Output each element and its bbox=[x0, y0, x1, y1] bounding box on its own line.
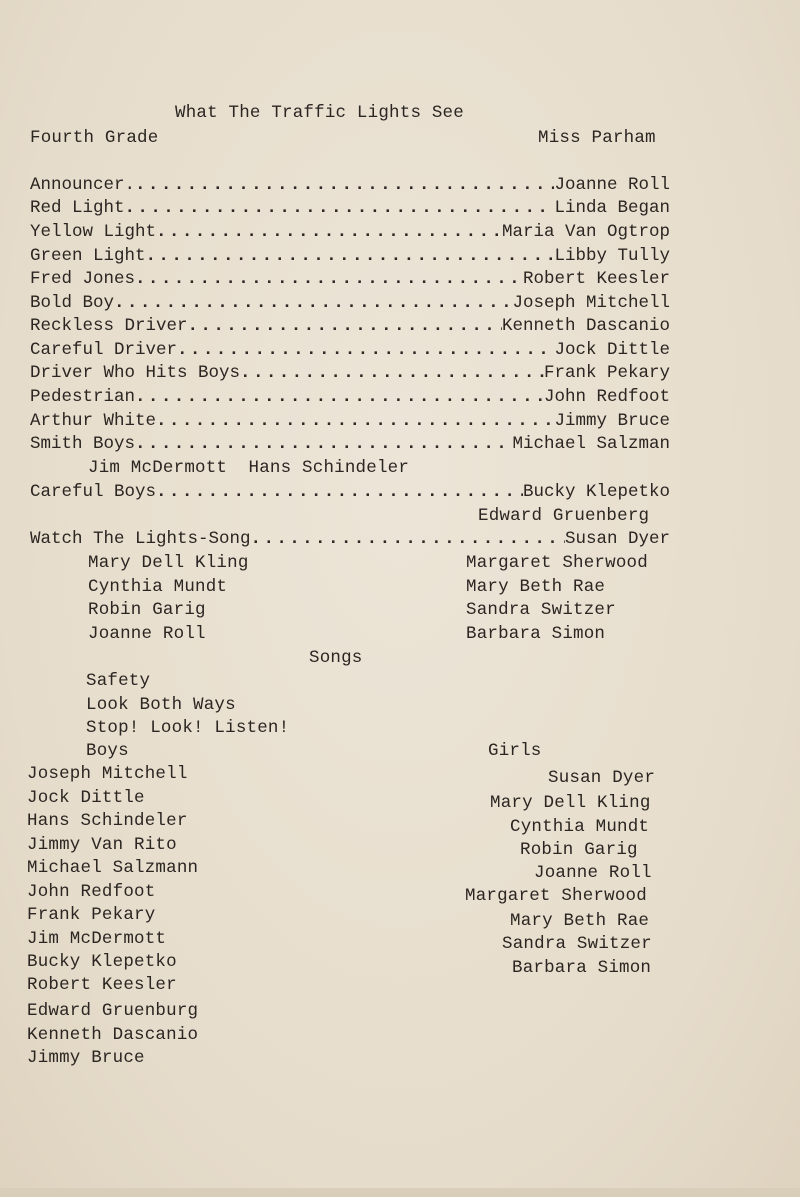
girl-name: Sandra Switzer bbox=[502, 934, 652, 954]
song-title: Stop! Look! Listen! bbox=[86, 718, 290, 738]
singer-right: Barbara Simon bbox=[466, 624, 606, 644]
actor: Linda Began bbox=[554, 198, 670, 218]
leader-dots bbox=[114, 292, 512, 314]
cast-row bbox=[30, 386, 670, 408]
boy-name: Jimmy Van Rito bbox=[27, 835, 177, 855]
boy-name: Jimmy Bruce bbox=[27, 1048, 145, 1068]
actor: Joseph Mitchell bbox=[512, 293, 670, 313]
boy-name: Robert Keesler bbox=[27, 975, 177, 995]
boy-name: John Redfoot bbox=[27, 882, 156, 902]
girl-name: Cynthia Mundt bbox=[510, 817, 650, 837]
role: Watch The Lights-Song bbox=[30, 529, 251, 549]
role: Smith Boys bbox=[30, 434, 136, 454]
actor: Jock Dittle bbox=[554, 340, 670, 360]
leader-dots bbox=[135, 386, 544, 408]
singer-right: Mary Beth Rae bbox=[466, 577, 606, 597]
cast-row bbox=[30, 362, 670, 384]
girl-name: Mary Beth Rae bbox=[510, 911, 650, 931]
boy-name: Hans Schindeler bbox=[27, 811, 188, 831]
actor: Maria Van Ogtrop bbox=[501, 222, 670, 242]
actor: John Redfoot bbox=[543, 387, 670, 407]
actor: Susan Dyer bbox=[564, 529, 670, 549]
girl-name: Joanne Roll bbox=[534, 863, 652, 883]
cast-row-song bbox=[30, 528, 670, 550]
girl-name: Margaret Sherwood bbox=[465, 886, 647, 906]
cast-row bbox=[30, 339, 670, 361]
boy-name: Joseph Mitchell bbox=[27, 764, 188, 784]
leader-dots bbox=[156, 481, 523, 503]
boy-name: Edward Gruenburg bbox=[27, 1001, 199, 1021]
leader-dots bbox=[135, 174, 554, 196]
smith-boys-extra: Jim McDermott Hans Schindeler bbox=[88, 458, 410, 478]
girls-heading: Girls bbox=[488, 741, 542, 761]
cast-row bbox=[30, 433, 670, 455]
singer-right: Margaret Sherwood bbox=[466, 553, 648, 573]
leader-dots bbox=[156, 410, 554, 432]
leader-dots bbox=[135, 268, 523, 290]
boy-name: Kenneth Dascanio bbox=[27, 1025, 199, 1045]
leader-dots bbox=[135, 433, 512, 455]
girl-name: Barbara Simon bbox=[512, 958, 652, 978]
song-title: Safety bbox=[86, 671, 151, 691]
role: Pedestrian bbox=[30, 387, 136, 407]
boy-name: Michael Salzmann bbox=[27, 858, 199, 878]
leader-dots bbox=[251, 528, 565, 550]
role: Careful Boys bbox=[30, 482, 157, 502]
role: Green Light bbox=[30, 246, 146, 266]
cast-row bbox=[30, 221, 670, 243]
singer-left: Joanne Roll bbox=[88, 624, 206, 644]
girl-name: Mary Dell Kling bbox=[490, 793, 651, 813]
cast-row bbox=[30, 292, 670, 314]
cast-row bbox=[30, 174, 670, 196]
girl-name: Robin Garig bbox=[520, 840, 638, 860]
boy-name: Jim McDermott bbox=[27, 929, 167, 949]
role: Fred Jones bbox=[30, 269, 136, 289]
singer-left: Robin Garig bbox=[88, 600, 206, 620]
cast-row bbox=[30, 268, 670, 290]
role: Bold Boy bbox=[30, 293, 115, 313]
actor: Jimmy Bruce bbox=[554, 411, 670, 431]
role: Careful Driver bbox=[30, 340, 178, 360]
leader-dots bbox=[156, 221, 502, 243]
cast-row bbox=[30, 245, 670, 267]
role: Red Light bbox=[30, 198, 125, 218]
teacher-name: Miss Parham bbox=[538, 128, 656, 148]
leader-dots bbox=[240, 362, 544, 384]
cast-row-careful-boys bbox=[30, 481, 670, 503]
cast-row bbox=[30, 410, 670, 432]
actor: Libby Tully bbox=[554, 246, 670, 266]
actor: Robert Keesler bbox=[522, 269, 670, 289]
girl-name: Susan Dyer bbox=[548, 768, 656, 788]
songs-heading: Songs bbox=[309, 648, 363, 668]
singer-right: Sandra Switzer bbox=[466, 600, 616, 620]
actor: Joanne Roll bbox=[554, 175, 670, 195]
leader-dots bbox=[125, 197, 555, 219]
leader-dots bbox=[177, 339, 554, 361]
role: Arthur White bbox=[30, 411, 157, 431]
boys-heading: Boys bbox=[86, 741, 129, 761]
singer-left: Cynthia Mundt bbox=[88, 577, 228, 597]
boy-name: Frank Pekary bbox=[27, 905, 156, 925]
actor: Kenneth Dascanio bbox=[501, 316, 670, 336]
cast-row bbox=[30, 315, 670, 337]
actor: Bucky Klepetko bbox=[522, 482, 670, 502]
role: Driver Who Hits Boys bbox=[30, 363, 241, 383]
paper-edge bbox=[0, 1188, 800, 1197]
singer-left: Mary Dell Kling bbox=[88, 553, 249, 573]
actor: Frank Pekary bbox=[543, 363, 670, 383]
boy-name: Bucky Klepetko bbox=[27, 952, 177, 972]
role: Reckless Driver bbox=[30, 316, 188, 336]
boy-name: Jock Dittle bbox=[27, 788, 145, 808]
role: Announcer. bbox=[30, 175, 136, 195]
careful-boys-actor-2: Edward Gruenberg bbox=[478, 506, 650, 526]
program-title: What The Traffic Lights See bbox=[175, 103, 464, 123]
role: Yellow Light bbox=[30, 222, 157, 242]
leader-dots bbox=[188, 315, 502, 337]
song-title: Look Both Ways bbox=[86, 695, 236, 715]
cast-row bbox=[30, 197, 670, 219]
grade-label: Fourth Grade bbox=[30, 128, 159, 148]
leader-dots bbox=[146, 245, 555, 267]
actor: Michael Salzman bbox=[512, 434, 670, 454]
